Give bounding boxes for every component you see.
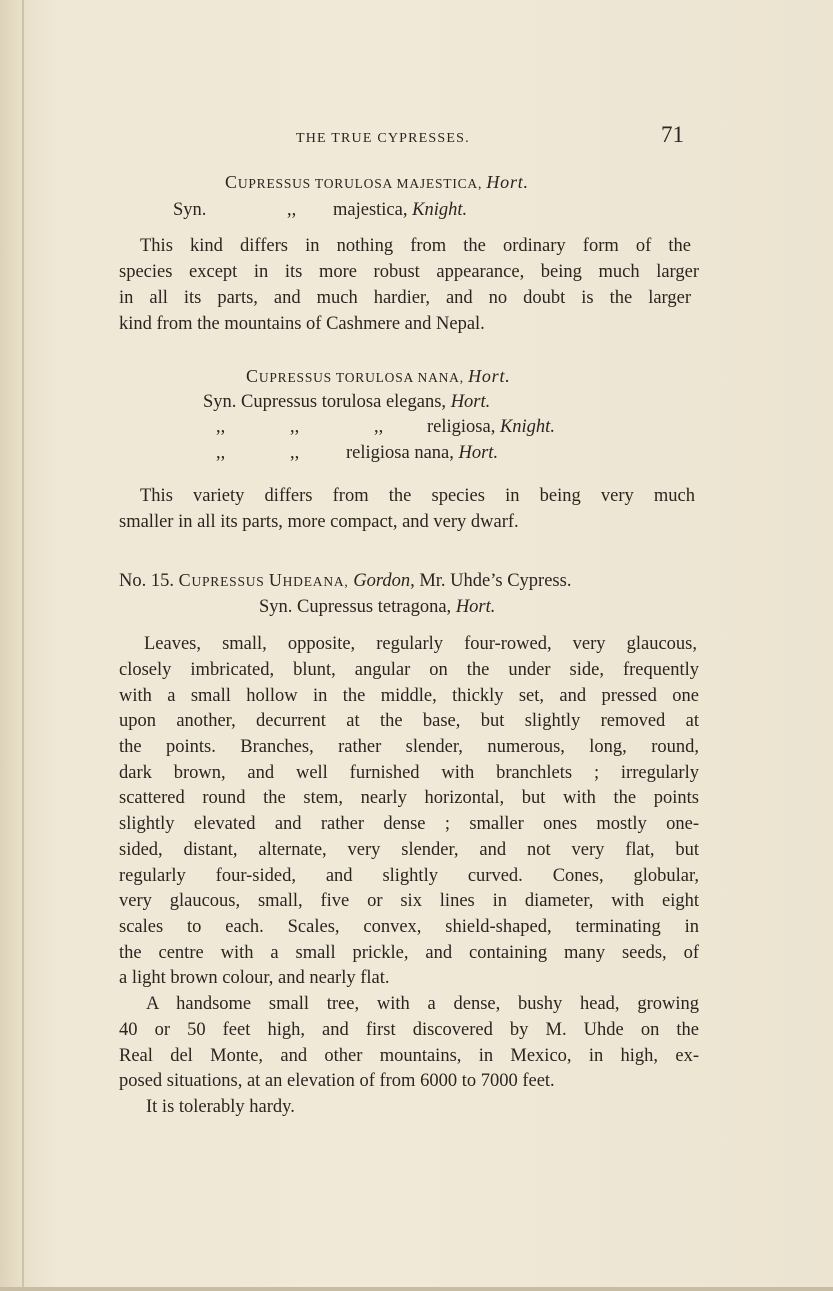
body-line: a light brown colour, and nearly flat. xyxy=(119,968,390,988)
body-line: A handsome small tree, with a dense, bushy head, growing xyxy=(146,994,699,1014)
entry-heading-uhdeana: No. 15. CUPRESSUS UHDEANA, Gordon, Mr. Uhde’s Cypress. xyxy=(119,570,572,591)
body-line: smaller in all its parts, more compact, and very dwarf. xyxy=(119,512,519,532)
body-line: in all its parts, and much hardier, and no doubt is the larger xyxy=(119,288,691,308)
binding-gutter xyxy=(22,0,24,1291)
body-line: slightly elevated and rather dense ; smaller ones mostly one- xyxy=(119,814,699,834)
entry-heading-nana: CUPRESSUS TORULOSA NANA, Hort. xyxy=(246,366,511,386)
body-line: regularly four-sided, and slightly curved. Cones, globular, xyxy=(119,866,699,886)
body-line: the centre with a small prickle, and containing many seeds, of xyxy=(119,943,699,963)
body-line: posed situations, at an elevation of from 6000 to 7000 feet. xyxy=(119,1071,555,1091)
body-line: scattered round the stem, nearly horizontal, but with the points xyxy=(119,788,699,808)
body-line: Leaves, small, opposite, regularly four-rowed, very glaucous, xyxy=(144,634,697,654)
body-line: very glaucous, small, five or six lines in diameter, with eight xyxy=(119,891,699,911)
ditto-mark: ,, xyxy=(216,417,226,437)
body-line: with a small hollow in the middle, thickly set, and pressed one xyxy=(119,686,699,706)
synonym-line: Syn. Cupressus torulosa elegans, Hort. xyxy=(203,392,491,412)
body-line: kind from the mountains of Cashmere and Nepal. xyxy=(119,314,485,334)
body-line: the points. Branches, rather slender, numerous, long, round, xyxy=(119,737,699,757)
entry-heading-majestica: CUPRESSUS TORULOSA MAJESTICA, Hort. xyxy=(225,172,529,192)
body-line: dark brown, and well furnished with branchlets ; irregularly xyxy=(119,763,699,783)
body-line: This kind differs in nothing from the ordinary form of the xyxy=(140,236,691,256)
body-line: species except in its more robust appearance, being much larger xyxy=(119,262,699,282)
body-line: Real del Monte, and other mountains, in Mexico, in high, ex- xyxy=(119,1046,699,1066)
body-line: sided, distant, alternate, very slender, and not very flat, but xyxy=(119,840,699,860)
body-line: 40 or 50 feet high, and first discovered by M. Uhde on the xyxy=(119,1020,699,1040)
ditto-mark: ,, xyxy=(290,417,300,437)
body-line: scales to each. Scales, convex, shield-shaped, terminating in xyxy=(119,917,699,937)
synonym-name: religiosa, Knight. xyxy=(427,417,555,437)
page-number: 71 xyxy=(661,122,684,147)
body-line: closely imbricated, blunt, angular on the under side, frequently xyxy=(119,660,699,680)
body-line: It is tolerably hardy. xyxy=(146,1097,295,1117)
ditto-mark: ,, xyxy=(216,443,226,463)
body-line: upon another, decurrent at the base, but slightly removed at xyxy=(119,711,699,731)
running-head: THE TRUE CYPRESSES. xyxy=(296,131,470,146)
body-line: This variety differs from the species in being very much xyxy=(140,486,695,506)
ditto-mark: ,, xyxy=(290,443,300,463)
synonym-line: Syn. Cupressus tetragona, Hort. xyxy=(259,597,496,617)
synonym-name: religiosa nana, Hort. xyxy=(346,443,499,463)
synonym-line: Syn. xyxy=(173,200,207,220)
ditto-mark: ,, xyxy=(287,200,297,220)
page-edge xyxy=(0,1287,833,1291)
synonym-name: majestica, Knight. xyxy=(333,200,468,220)
ditto-mark: ,, xyxy=(374,417,384,437)
